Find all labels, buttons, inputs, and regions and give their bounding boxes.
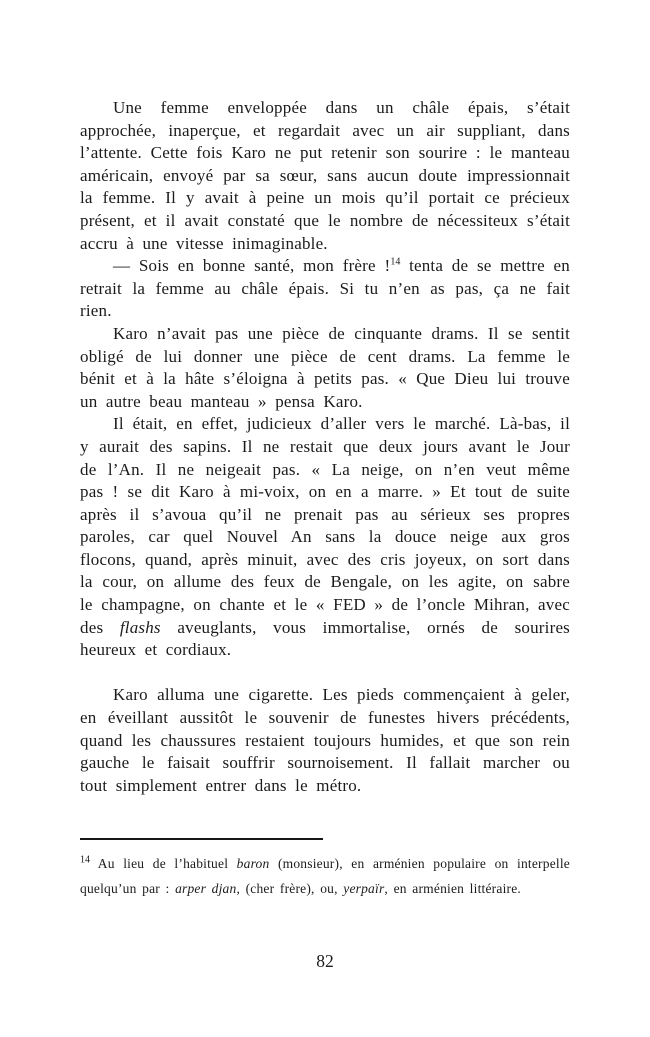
paragraph [80,684,570,797]
paragraph [80,413,570,662]
text-run: , (cher frère), ou, [236,881,344,896]
italic-term: yerpaïr [343,881,385,896]
text-run: , en arménien littéraire. [384,881,521,896]
text-run: Au lieu de l’habituel [90,856,237,871]
italic-term: arper djan [175,881,237,896]
footnote-ref: 14 [80,854,90,866]
text-run: Il était, en effet, judicieux d’aller vers le marché. Là-bas, il y aurait des sapins. Il ne restait que deux jours avant le Jour de l’An. Il ne neigeait pas. « La neige, on n’en veut même pas ! se dit Karo à mi-voix, on en a marre. » Et tout de suite après il s’avoua qu’il ne prenait pas au sérieux ses propres paroles, car quel Nouvel An sans la douce neige aux gros flocons, quand, après minuit, avec des cris joyeux, on sort dans la cour, on allume des feux de Bengale, on les agite, on sabre le champagne, on chante et le « FED » de l’oncle Mihran, avec des [80,414,570,637]
page-number: 82 [316,951,334,971]
text-run: Une femme enveloppée dans un châle épais, s’était approchée, inaperçue, et regardait avec un air suppliant, dans l’attente. Cette fois Karo ne put retenir son sourire : le manteau américain, envoyé par sa sœur, sans aucun doute impressionnait la femme. Il y avait à peine un mois qu’il portait ce précieux présent, et il avait constaté que le nombre de nécessiteux s’était accru à une vitesse inimaginable. [80,98,570,253]
text-run: Karo n’avait pas une pièce de cinquante drams. Il se sentit obligé de lui donner une pièce de cent drams. La femme le bénit et à la hâte s’éloigna à petits pas. « Que Dieu lui trouve un autre beau manteau » pensa Karo. [80,323,570,411]
footnote-separator [80,838,323,840]
text-run: (monsieur), en arménien populaire on interpelle quelqu’un par : [80,856,570,896]
text-run: aveuglants, vous immortalise, ornés de sourires heureux et cordiaux. [80,617,571,660]
text-run: — Sois en bonne santé, mon frère ! [113,256,391,276]
italic-term: baron [236,856,270,871]
text-run: tenta de se mettre en retrait la femme au châle épais. Si tu n’en as pas, ça ne fait rien. [80,256,570,321]
paragraphs [80,97,570,797]
paragraph [80,97,570,255]
footnote-ref: 14 [390,256,401,268]
footnote-area [80,838,570,901]
italic-term: flashs [119,617,161,637]
paragraph [80,255,570,323]
paragraph [80,323,570,413]
text-run: Karo alluma une cigarette. Les pieds commençaient à geler, en éveillant aussitôt le souvenir de funestes hivers précédents, quand les chaussures restaient toujours humides, et que son rein gauche le faisait souffrir sournoisement. Il fallait marcher ou tout simplement entrer dans le métro. [80,685,570,795]
footnote-text [80,851,570,901]
